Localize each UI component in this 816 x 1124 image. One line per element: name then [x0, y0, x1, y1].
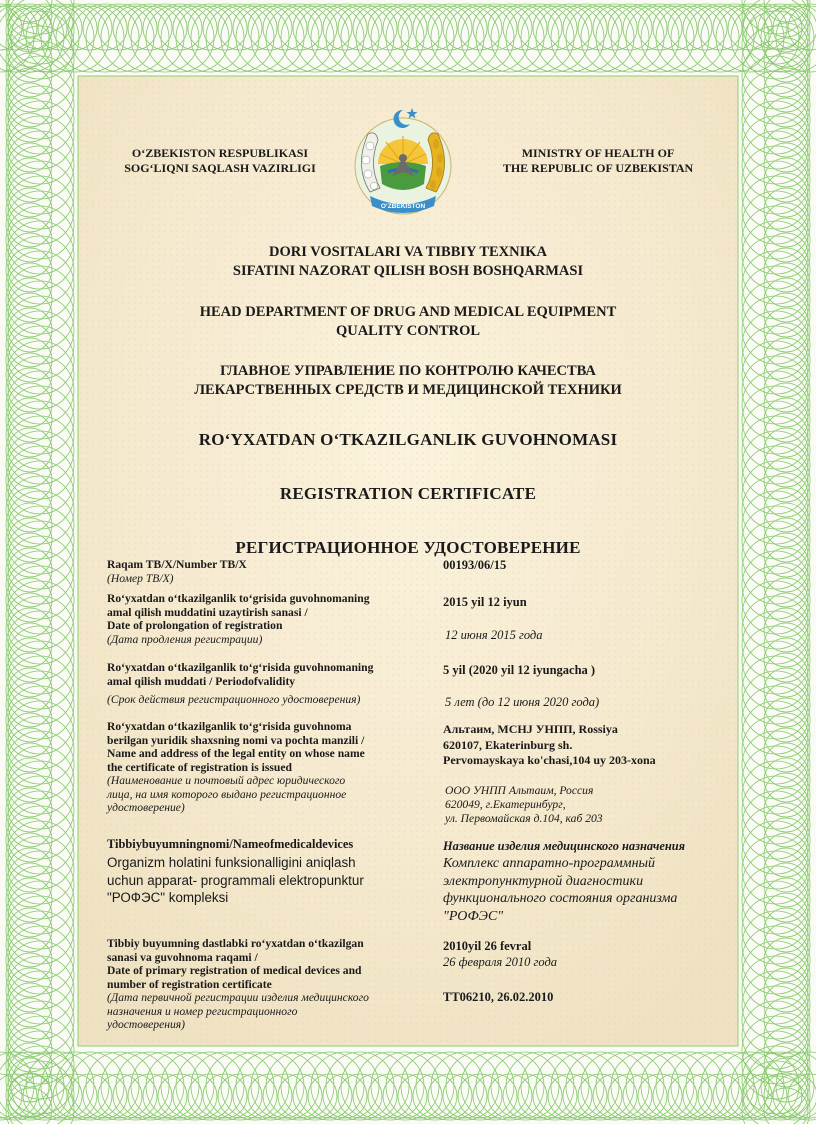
department-en-line-1: HEAD DEPARTMENT OF DRUG AND MEDICAL EQUIPMENT	[199, 304, 617, 320]
field-device-name-value-line-2: uchun apparat- programmali elektropunktur	[107, 872, 364, 888]
field-validity-label-line-2: amal qilish muddati / Periodofvalidity	[107, 674, 296, 688]
header-left	[100, 146, 340, 176]
field-device-name-label-ru: Название изделия медицинского назначения	[443, 839, 686, 853]
field-legal-entity-label-ru-1: (Наименование и почтовый адрес юридического	[107, 774, 346, 787]
field-prolongation-value-ru: 12 июня 2015 года	[445, 628, 543, 642]
field-primary-registration-label	[107, 937, 437, 1032]
field-legal-entity-value-ru-line-2: 620049, г.Екатеринбург,	[445, 798, 566, 811]
field-validity-value: 5 yil (2020 yil 12 iyungacha )	[443, 663, 596, 677]
field-device-name-value-ru-line-1: Комплекс аппаратно-программный	[443, 856, 656, 871]
field-legal-entity-value-ru-line-1: ООО УНПП Альтаим, Россия	[445, 784, 594, 797]
field-legal-entity-value-line-1: Альтаим, МСНJ УНПП, Rossiya	[443, 722, 618, 736]
field-primary-registration-label-ru-3: удостоверения)	[107, 1018, 186, 1031]
field-number-value: 00193/06/15	[443, 558, 507, 572]
emblem-ribbon-text: O‘ZBEKISTON	[380, 203, 426, 210]
field-legal-entity-value-ru	[445, 784, 735, 826]
field-prolongation-label-line-1: Ro‘yxatdan o‘tkazilganlik to‘grisida guvohnomaning	[107, 592, 370, 605]
field-device-name-label: Tibbiybuyumningnomi/Nameofmedicaldevices	[107, 837, 354, 851]
field-legal-entity-label-line-3: Name and address of the legal entity on whose name	[107, 747, 365, 760]
field-legal-entity-label-ru-3: удостоверение)	[107, 801, 185, 814]
field-device-name-value-ru-line-4: "РОФЭС"	[443, 908, 504, 924]
field-number-label	[107, 558, 427, 585]
field-primary-registration-number: ТТ06210, 26.02.2010	[443, 990, 554, 1004]
field-validity-label	[107, 661, 437, 707]
field-legal-entity-label-line-4: the certificate of registration is issued	[107, 760, 292, 774]
department-en-line-2: QUALITY CONTROL	[335, 323, 481, 339]
state-emblem	[340, 100, 466, 226]
field-device-name-value-ru-line-2: электропунктурной диагностики	[443, 873, 644, 889]
field-device-name-value-line-1: Organizm holatini funksionalligini aniqlash	[107, 855, 356, 870]
field-device-name-value-line-3: "РОФЭС" kompleksi	[107, 890, 229, 905]
department-en	[150, 303, 666, 341]
field-legal-entity-value-ru-line-3: ул. Первомайская д.104, каб 203	[445, 812, 603, 825]
field-legal-entity-label-ru-2: лица, на имя которого выдано регистрационное	[107, 787, 347, 801]
field-primary-registration-value-ru: 26 февраля 2010 года	[443, 955, 558, 969]
header-left-line-1: O‘ZBEKISTON RESPUBLIKASI	[131, 146, 309, 160]
field-prolongation-label-ru: (Дата продления регистрации)	[107, 632, 263, 646]
field-device-name-value-ru-line-3: функционального состояния организма	[443, 891, 678, 906]
field-primary-registration-label-line-3: Date of primary registration of medical devices and	[107, 964, 362, 977]
department-uz-line-2: SIFATINI NAZORAT QILISH BOSH BOSHQARMASI	[232, 263, 584, 279]
field-prolongation-label-line-3: Date of prolongation of registration	[107, 619, 283, 632]
header-right-line-1: MINISTRY OF HEALTH OF	[521, 146, 675, 160]
field-device-name-value-ru	[443, 855, 733, 925]
department-ru-line-2: ЛЕКАРСТВЕННЫХ СРЕДСТВ И МЕДИЦИНСКОЙ ТЕХНИКИ	[194, 382, 622, 398]
field-validity-label-ru: (Срок действия регистрационного удостоверения)	[107, 693, 361, 706]
field-primary-registration-label-line-1: Tibbiy buyumning dastlabki ro‘yxatdan o‘tkazilgan	[107, 937, 364, 950]
field-legal-entity-value-line-2: 620107, Ekaterinburg sh.	[443, 737, 573, 752]
field-legal-entity-label-line-2: berilgan yuridik shaxsning nomi va pochta manzili /	[107, 733, 365, 747]
field-primary-registration-label-ru-2: назначения и номер регистрационного	[107, 1004, 298, 1018]
field-device-name-value	[107, 854, 437, 907]
field-primary-registration-value: 2010yil 26 fevral	[443, 939, 532, 953]
field-number-label-ru: (Номер ТВ/Х)	[107, 571, 174, 585]
title-uz: RO‘YXATDAN O‘TKAZILGANLIK GUVOHNOMASI	[198, 430, 618, 449]
field-primary-registration-label-line-2: sanasi va guvohnoma raqami /	[107, 950, 258, 964]
field-validity-label-line-1: Ro‘yxatdan o‘tkazilganlik to‘g‘risida guvohnomaning	[107, 661, 374, 674]
header-right	[478, 146, 718, 176]
header-right-line-2: THE REPUBLIC OF UZBEKISTAN	[502, 161, 694, 175]
field-legal-entity-value-line-3: Pervomayskaya ko'chasi,104 uy 203-xona	[443, 753, 656, 767]
field-legal-entity-value	[443, 722, 733, 769]
field-primary-registration-label-ru-1: (Дата первичной регистрации изделия медицинского	[107, 991, 369, 1004]
field-prolongation-value: 2015 yil 12 iyun	[443, 595, 527, 609]
field-legal-entity-label-line-1: Ro‘yxatdan o‘tkazilganlik to‘g‘risida guvohnoma	[107, 720, 352, 733]
field-prolongation-label	[107, 592, 437, 646]
department-uz	[150, 243, 666, 281]
field-prolongation-label-line-2: amal qilish muddatini uzaytirish sanasi /	[107, 605, 308, 619]
header-left-line-2: SOG‘LIQNI SAQLASH VAZIRLIGI	[124, 161, 316, 175]
field-number-label-text: Raqam TB/X/Number TB/X	[107, 558, 247, 571]
field-validity-value-ru: 5 лет (до 12 июня 2020 года)	[445, 695, 600, 709]
department-ru	[150, 362, 666, 400]
field-legal-entity-label	[107, 720, 437, 815]
department-ru-line-1: ГЛАВНОЕ УПРАВЛЕНИЕ ПО КОНТРОЛЮ КАЧЕСТВА	[220, 363, 596, 379]
title-en: REGISTRATION CERTIFICATE	[279, 484, 537, 503]
department-uz-line-1: DORI VOSITALARI VA TIBBIY TEXNIKA	[269, 244, 547, 260]
field-primary-registration-label-line-4: number of registration certificate	[107, 977, 272, 991]
title-ru: РЕГИСТРАЦИОННОЕ УДОСТОВЕРЕНИЕ	[235, 538, 581, 557]
